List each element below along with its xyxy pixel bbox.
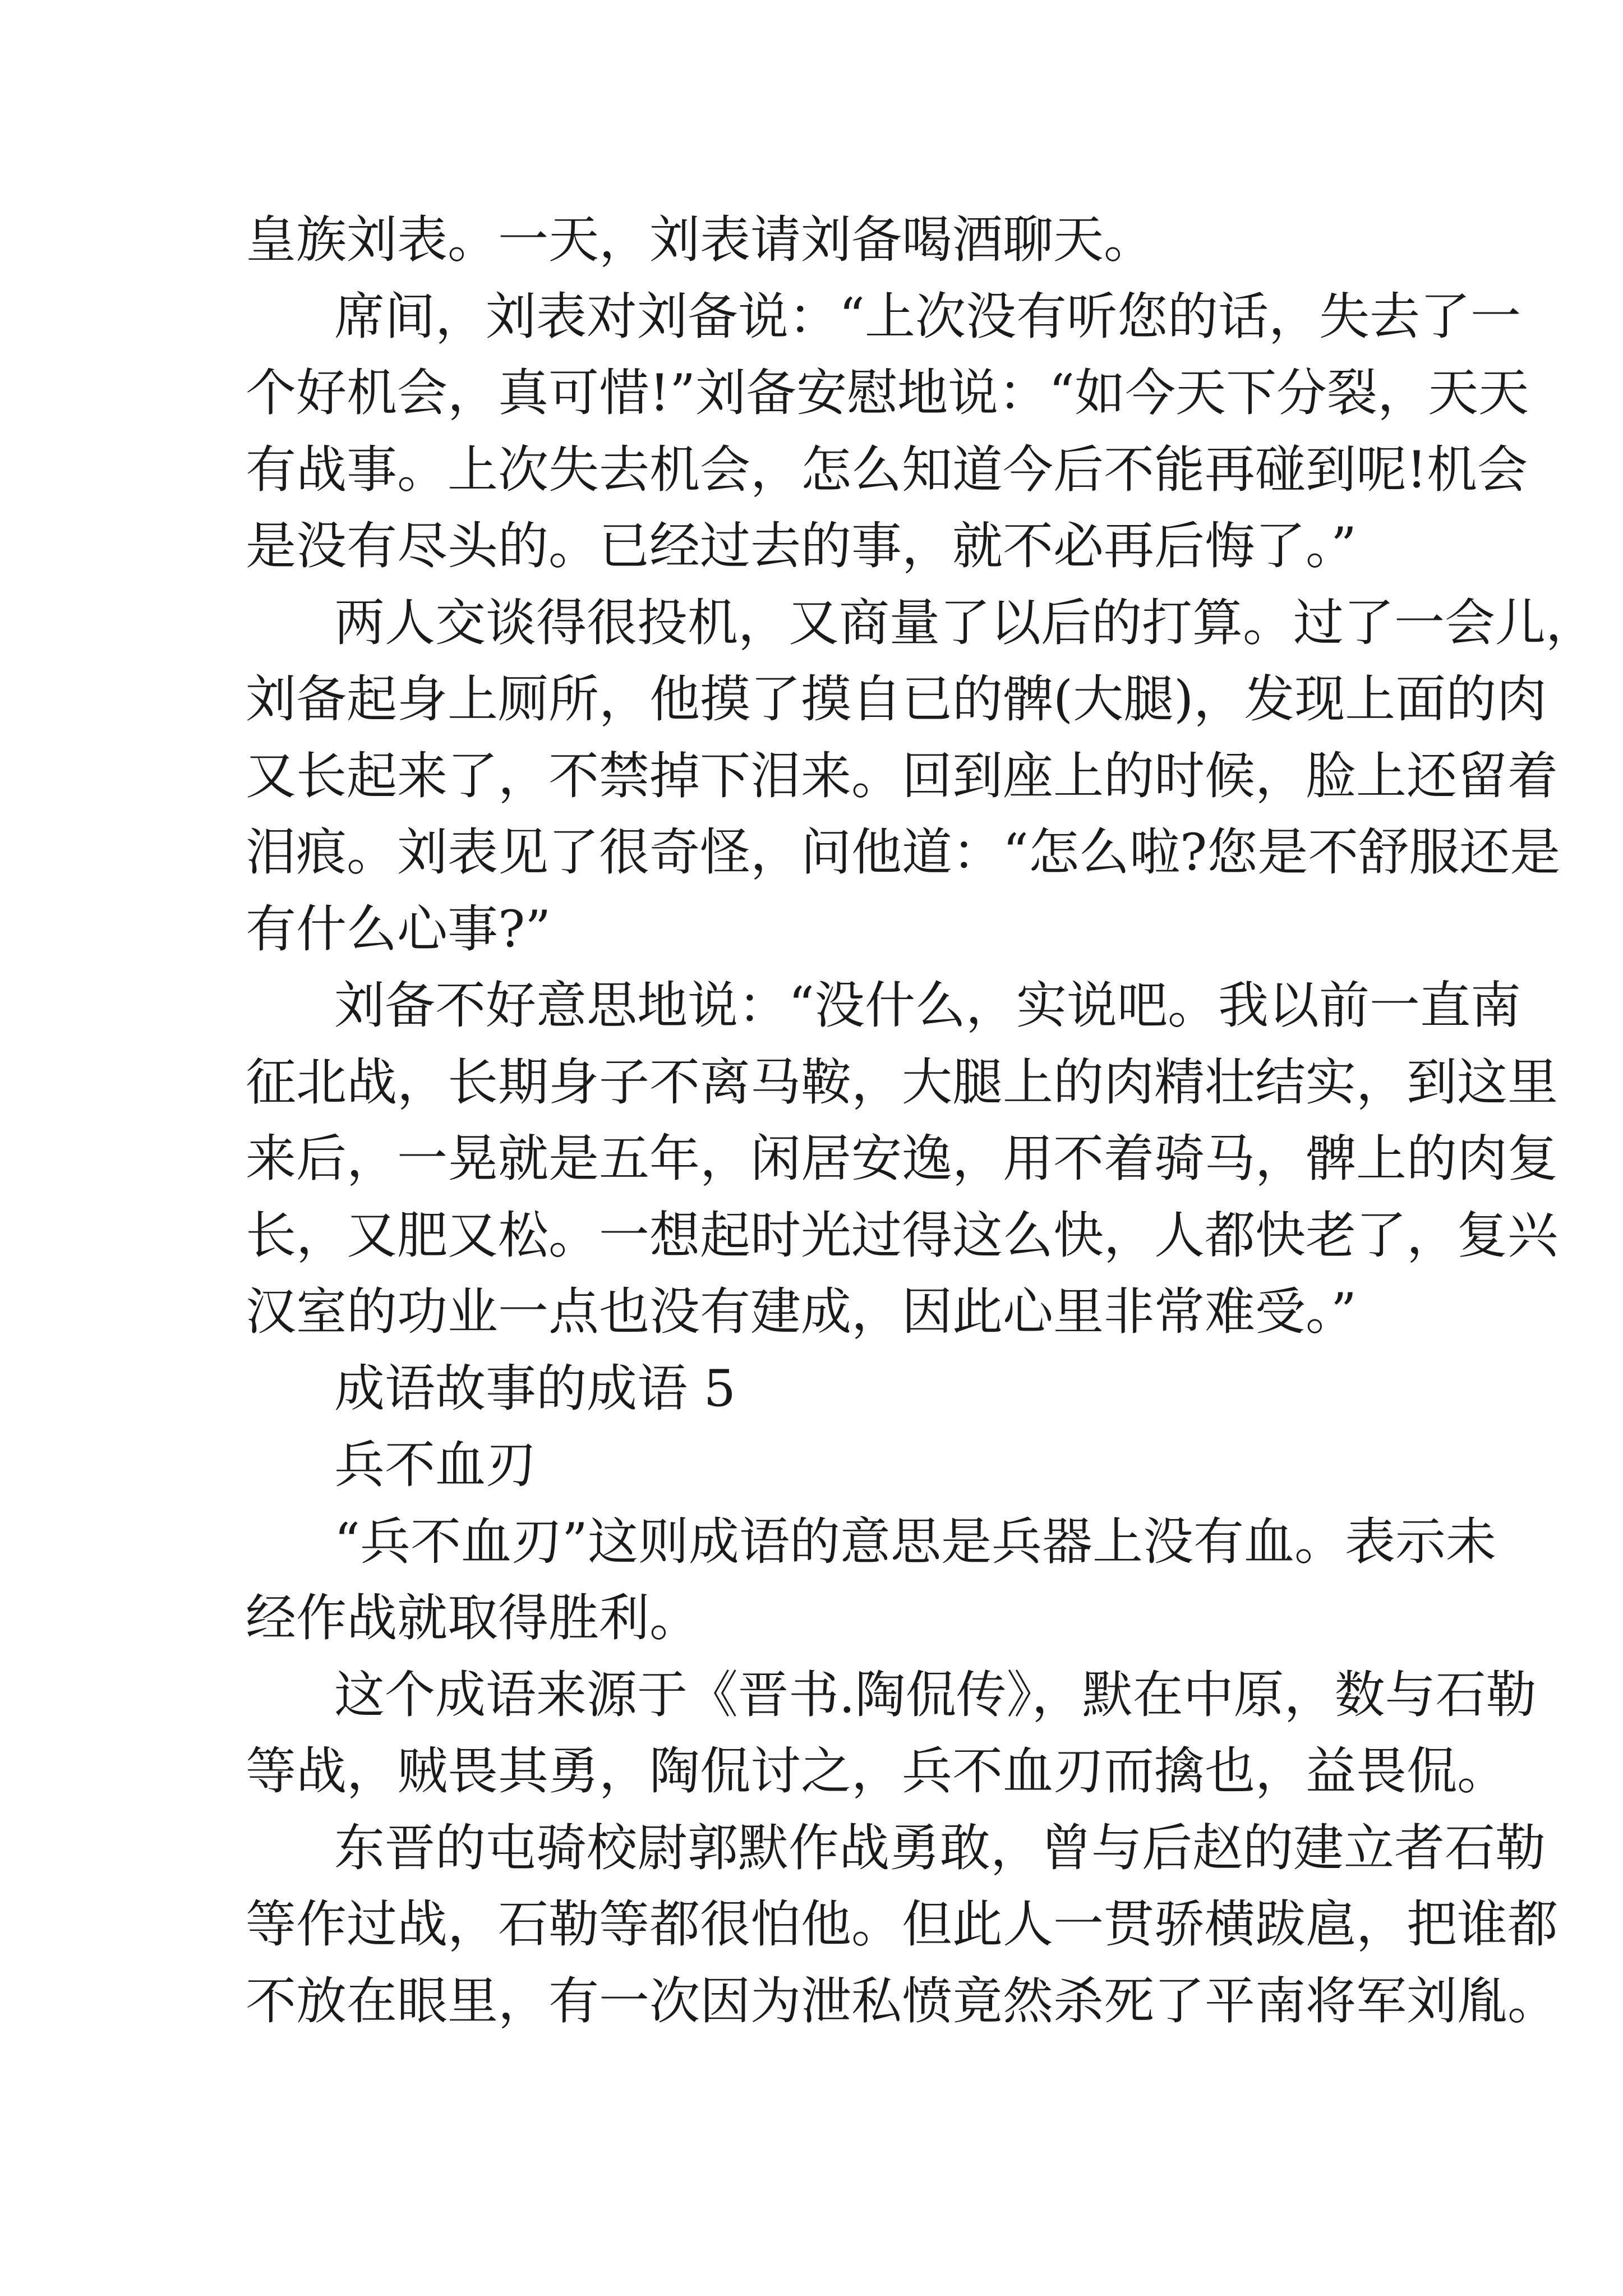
text-line: 刘备不好意思地说：“没什么，实说吧。我以前一直南 <box>334 976 1521 1035</box>
text-line: 席间，刘表对刘备说：“上次没有听您的话，失去了一 <box>334 287 1521 346</box>
text-line: 又长起来了，不禁掉下泪来。回到座上的时候，脸上还留着 <box>246 746 1558 806</box>
text-line: 经作战就取得胜利。 <box>246 1589 700 1648</box>
text-line: 个好机会，真可惜!”刘备安慰地说：“如今天下分裂，天天 <box>246 364 1529 422</box>
document-body <box>246 202 1596 2040</box>
text-line: 有战事。上次失去机会，怎么知道今后不能再碰到呢!机会 <box>246 440 1528 499</box>
idiom-title: 兵不血刃 <box>334 1435 536 1494</box>
text-line: 这个成语来源于《晋书.陶侃传》，默在中原，数与石勒 <box>334 1665 1537 1724</box>
text-line: 刘备起身上厕所，他摸了摸自已的髀(大腿)，发现上面的肉 <box>246 670 1547 729</box>
text-line: “兵不血刃”这则成语的意思是兵器上没有血。表示未 <box>334 1512 1497 1571</box>
text-line: 有什么心事?” <box>246 899 551 959</box>
text-line: 来后，一晃就是五年，闲居安逸，用不着骑马，髀上的肉复 <box>246 1129 1558 1188</box>
text-line: 是没有尽头的。已经过去的事，就不必再后悔了。” <box>246 517 1357 576</box>
text-line: 泪痕。刘表见了很奇怪，问他道：“怎么啦?您是不舒服还是 <box>246 823 1561 882</box>
text-line: 等战，贼畏其勇，陶侃讨之，兵不血刃而擒也，益畏侃。 <box>246 1742 1507 1801</box>
text-line: 汉室的功业一点也没有建成，因此心里非常难受。” <box>246 1282 1357 1341</box>
text-line: 等作过战，石勒等都很怕他。但此人一贯骄横跋扈，把谁都 <box>246 1895 1558 1954</box>
text-line: 征北战，长期身子不离马鞍，大腿上的肉精壮结实，到这里 <box>246 1052 1558 1112</box>
text-line: 两人交谈得很投机，又商量了以后的打算。过了一会儿， <box>334 593 1596 652</box>
text-line: 皇族刘表。一天，刘表请刘备喝酒聊天。 <box>246 210 1154 269</box>
text-line: 东晋的屯骑校尉郭默作战勇敢，曾与后赵的建立者石勒 <box>334 1818 1546 1878</box>
text-line: 长，又肥又松。一想起时光过得这么快，人都快老了，复兴 <box>246 1205 1558 1265</box>
text-line: 不放在眼里，有一次因为泄私愤竟然杀死了平南将军刘胤。 <box>246 1971 1558 2031</box>
section-heading: 成语故事的成语 5 <box>334 1359 736 1418</box>
